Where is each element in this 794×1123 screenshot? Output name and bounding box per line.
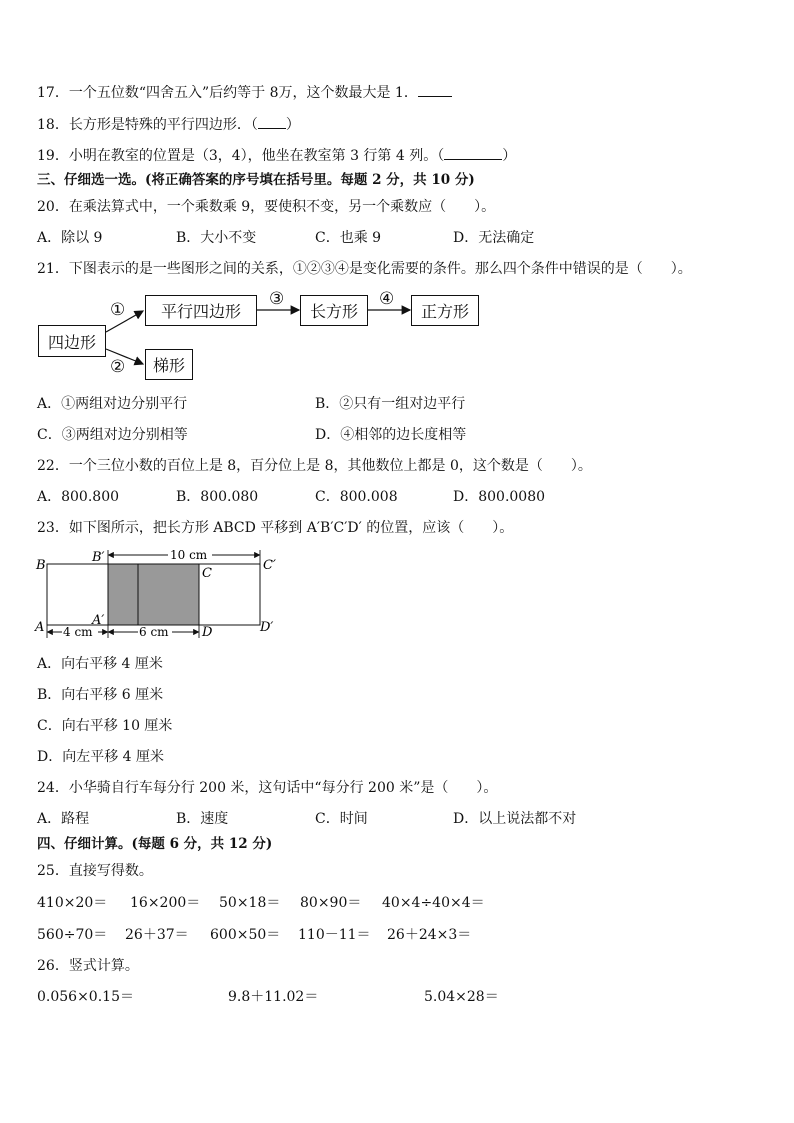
label-bottom-len: 6 cm: [139, 625, 169, 639]
calc-item: 26＋37＝: [125, 927, 189, 943]
q23-option-b[interactable]: B．向右平移 6 厘米: [37, 687, 164, 703]
condition-1-label: ①: [110, 300, 126, 320]
question-22-text: 22．一个三位小数的百位上是 8，百分位上是 8，其他数位上都是 0，这个数是（ ）。: [37, 458, 592, 474]
q20-option-b[interactable]: B．大小不变: [176, 230, 257, 246]
diagram-arrows: [0, 0, 794, 400]
label-A-prime: A′: [92, 613, 105, 628]
question-18-text: 18．长方形是特殊的平行四边形．（: [37, 117, 258, 133]
vertical-calc-item: 0.056×0.15＝: [37, 989, 134, 1005]
q22-option-a[interactable]: A．800.800: [37, 489, 120, 505]
calc-item: 600×50＝: [210, 927, 281, 943]
question-18-close: ）: [285, 117, 300, 133]
q21-option-c[interactable]: C．③两组对边分别相等: [37, 427, 188, 443]
label-B-prime: B′: [92, 550, 105, 565]
q20-option-d[interactable]: D．无法确定: [453, 230, 535, 246]
q23-option-c[interactable]: C．向右平移 10 厘米: [37, 718, 173, 734]
calc-item: 410×20＝: [37, 895, 108, 911]
q22-option-c[interactable]: C．800.008: [315, 489, 398, 505]
box-trapezoid: 梯形: [145, 349, 193, 380]
shaded-rectangle: [108, 564, 199, 625]
q24-option-c[interactable]: C．时间: [315, 811, 368, 827]
calc-item: 40×4÷40×4＝: [382, 895, 485, 911]
q21-option-a[interactable]: A．①两组对边分别平行: [37, 396, 188, 412]
question-19-close: ）: [502, 148, 517, 164]
question-17-text: 17．一个五位数“四舍五入”后约等于 8万，这个数最大是 1．: [37, 85, 418, 101]
vertical-calc-item: 9.8＋11.02＝: [228, 989, 319, 1005]
box-square: 正方形: [411, 295, 479, 326]
calc-item: 50×18＝: [219, 895, 281, 911]
calc-item: 80×90＝: [300, 895, 362, 911]
q20-option-c[interactable]: C．也乘 9: [315, 230, 382, 246]
q24-option-d[interactable]: D．以上说法都不对: [453, 811, 577, 827]
question-25-text: 25．直接写得数。: [37, 863, 153, 879]
section-3-heading: 三、仔细选一选。(将正确答案的序号填在括号里。每题 2 分，共 10 分): [37, 172, 475, 188]
question-21-text: 21．下图表示的是一些图形之间的关系，①②③④是变化需要的条件。那么四个条件中错误的是（ ）。: [37, 261, 692, 277]
q22-option-b[interactable]: B．800.080: [176, 489, 259, 505]
condition-4-label: ④: [379, 289, 395, 309]
q21-option-b[interactable]: B．②只有一组对边平行: [315, 396, 466, 412]
question-24-text: 24．小华骑自行车每分行 200 米，这句话中“每分行 200 米”是（ ）。: [37, 780, 498, 796]
q23-option-d[interactable]: D．向左平移 4 厘米: [37, 749, 165, 765]
label-D-prime: D′: [260, 620, 274, 635]
q22-option-d[interactable]: D．800.0080: [453, 489, 546, 505]
question-20-text: 20．在乘法算式中，一个乘数乘 9，要使积不变，另一个乘数应（ ）。: [37, 199, 496, 215]
calc-item: 26＋24×3＝: [387, 927, 472, 943]
calc-item: 110－11＝: [298, 927, 371, 943]
box-rectangle: 长方形: [300, 295, 368, 326]
question-23-text: 23．如下图所示，把长方形 ABCD 平移到 A′B′C′D′ 的位置，应该（ ）。: [37, 520, 514, 536]
label-C: C: [202, 566, 212, 581]
label-C-prime: C′: [263, 558, 276, 573]
vertical-calc-item: 5.04×28＝: [424, 989, 499, 1005]
q24-option-b[interactable]: B．速度: [176, 811, 229, 827]
label-B: B: [36, 558, 46, 573]
label-D: D: [202, 625, 213, 640]
box-parallelogram: 平行四边形: [145, 295, 257, 326]
calc-item: 16×200＝: [130, 895, 201, 911]
q24-option-a[interactable]: A．路程: [37, 811, 90, 827]
translation-figure: [30, 545, 290, 645]
condition-3-label: ③: [269, 289, 285, 309]
q21-option-d[interactable]: D．④相邻的边长度相等: [315, 427, 467, 443]
label-A: A: [35, 620, 45, 635]
label-left-len: 4 cm: [63, 625, 93, 639]
calc-item: 560÷70＝: [37, 927, 108, 943]
section-4-heading: 四、仔细计算。(每题 6 分，共 12 分): [37, 836, 273, 852]
question-19-text: 19．小明在教室的位置是（3，4），他坐在教室第 3 行第 4 列。（: [37, 148, 445, 164]
box-quadrilateral: 四边形: [38, 325, 106, 357]
condition-2-label: ②: [110, 357, 126, 377]
q23-option-a[interactable]: A．向右平移 4 厘米: [37, 656, 163, 672]
label-top-len: 10 cm: [170, 548, 208, 562]
q20-option-a[interactable]: A．除以 9: [37, 230, 103, 246]
question-26-text: 26．竖式计算。: [37, 958, 139, 974]
